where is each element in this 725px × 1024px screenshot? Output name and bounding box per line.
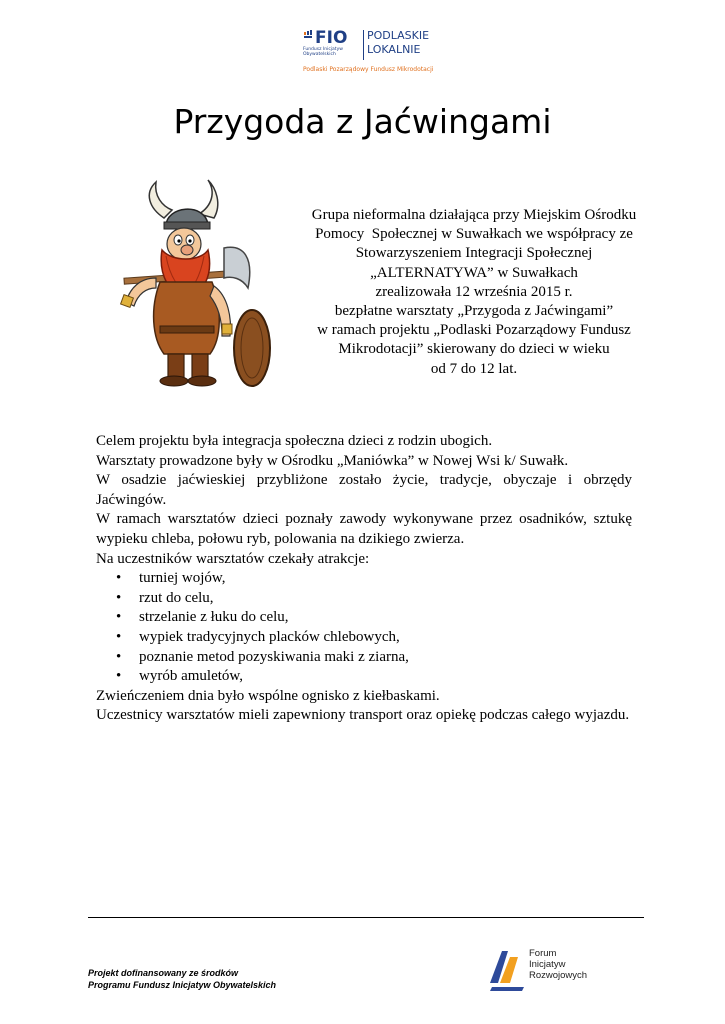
body-paragraph: Uczestnicy warsztatów mieli zapewniony transport oraz opiekę podczas całego wyjazdu. bbox=[96, 707, 630, 724]
intro-line: Grupa nieformalna działająca przy Miejskim Ośrodku bbox=[311, 207, 637, 223]
body-paragraph: Zwieńczeniem dnia było wspólne ognisko z kiełbaskami. bbox=[96, 687, 440, 704]
brand-line-2: LOKALNIE bbox=[367, 43, 421, 56]
intro-line: Stowarzyszeniem Integracji Społecznej bbox=[355, 245, 593, 262]
forum-inicjatyw-logo bbox=[488, 945, 588, 995]
intro-paragraph bbox=[300, 206, 648, 379]
forum-wordmark bbox=[529, 948, 587, 981]
fio-wordmark: FIO bbox=[315, 28, 348, 48]
funding-line-1: Projekt dofinansowany ze środków bbox=[88, 968, 239, 978]
list-item-text: turniej wojów, bbox=[139, 570, 226, 587]
list-item-text: strzelanie z łuku do celu, bbox=[139, 609, 289, 626]
intro-line: w ramach projektu „Podlaski Pozarządowy Fundusz bbox=[317, 322, 631, 339]
body-text bbox=[96, 432, 632, 726]
body-paragraph: W ramach warsztatów dzieci poznały zawody wykonywane przez osadników, sztukę wypieku chleba, połowu ryb, polowania na dzikiego zwierza. bbox=[96, 511, 632, 547]
list-item bbox=[96, 569, 632, 589]
intro-line: Mikrodotacji” skierowany do dzieci w wieku bbox=[338, 341, 610, 358]
page-title: Przygoda z Jaćwingami bbox=[173, 102, 552, 141]
body-paragraph: Warsztaty prowadzone były w Ośrodku „Maniówka” w Nowej Wsi k/ Suwałk. bbox=[96, 452, 569, 469]
brand-line-1: PODLASKIE bbox=[367, 29, 430, 42]
list-item-text: poznanie metod pozyskiwania maki z ziarna, bbox=[139, 648, 409, 665]
intro-line: bezpłatne warsztaty „Przygoda z Jaćwingami” bbox=[334, 303, 614, 320]
bullet: • bbox=[116, 589, 122, 606]
fio-podlaskie-logo bbox=[303, 28, 434, 78]
list-item bbox=[96, 667, 632, 687]
logo-divider bbox=[363, 30, 364, 60]
forum-logo-icon bbox=[488, 947, 528, 995]
forum-line: Forum bbox=[529, 948, 557, 959]
funding-line-2: Programu Fundusz Inicjatyw Obywatelskich bbox=[88, 979, 277, 990]
body-paragraph: Na uczestników warsztatów czekały atrakcje: bbox=[96, 550, 370, 567]
forum-line: Rozwojowych bbox=[529, 970, 588, 981]
body-paragraph: W osadzie jaćwieskiej przybliżone zostało życie, tradycje, obyczaje i obrzędy Jaćwingów. bbox=[96, 472, 632, 508]
funding-note bbox=[88, 968, 276, 991]
attractions-list bbox=[96, 569, 632, 687]
intro-line: od 7 do 12 lat. bbox=[430, 360, 518, 377]
footer-divider bbox=[88, 917, 644, 918]
viking-cartoon-icon bbox=[104, 178, 276, 388]
intro-line: „ALTERNATYWA” w Suwałkach bbox=[370, 264, 578, 281]
intro-line: Pomocy Społecznej w Suwałkach we współpracy ze bbox=[315, 226, 633, 243]
bullet: • bbox=[116, 628, 122, 645]
list-item bbox=[96, 589, 632, 609]
list-item-text: rzut do celu, bbox=[139, 589, 214, 606]
forum-line: Inicjatyw bbox=[529, 959, 566, 970]
list-item bbox=[96, 648, 632, 668]
body-paragraph: Celem projektu była integracja społeczna dzieci z rodzin ubogich. bbox=[96, 433, 493, 449]
intro-line: zrealizowała 12 września 2015 r. bbox=[375, 283, 573, 300]
bullet: • bbox=[116, 609, 122, 626]
bullet: • bbox=[116, 648, 122, 665]
list-item-text: wypiek tradycyjnych placków chlebowych, bbox=[139, 628, 400, 645]
bullet: • bbox=[116, 668, 122, 685]
list-item bbox=[96, 608, 632, 628]
list-item-text: wyrób amuletów, bbox=[139, 668, 244, 685]
list-item bbox=[96, 628, 632, 648]
bullet: • bbox=[116, 570, 122, 587]
fio-subtext: Fundusz Inicjatyw Obywatelskich bbox=[303, 47, 343, 57]
brand-tagline: Podlaski Pozarządowy Fundusz Mikrodotacji bbox=[303, 66, 434, 73]
